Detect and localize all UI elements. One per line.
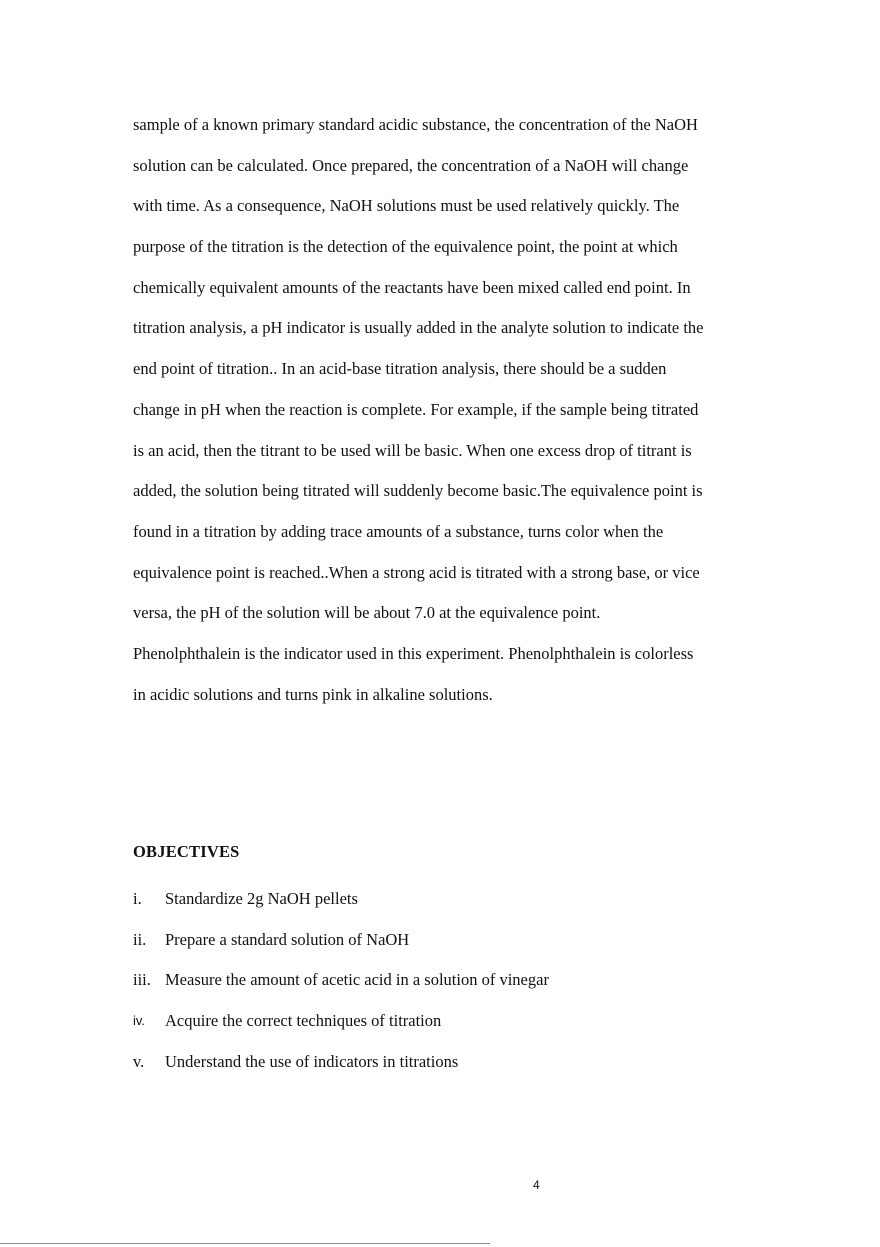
paragraph-line: versa, the pH of the solution will be about 7.0 at the equivalence point.	[133, 603, 601, 623]
objectives-heading: OBJECTIVES	[133, 842, 240, 861]
paragraph-line: is an acid, then the titrant to be used will be basic. When one excess drop of titrant is	[133, 440, 692, 460]
paragraph-line: titration analysis, a pH indicator is usually added in the analyte solution to indicate the	[133, 318, 704, 338]
objective-item	[133, 879, 773, 920]
paragraph-line: solution can be calculated. Once prepared, the concentration of a NaOH will change	[133, 155, 689, 175]
paragraph-line: purpose of the titration is the detection of the equivalence point, the point at which	[133, 237, 678, 257]
paragraph-line: sample of a known primary standard acidic substance, the concentration of the NaOH	[133, 115, 698, 134]
objective-text: Prepare a standard solution of NaOH	[165, 929, 410, 949]
objective-text: Measure the amount of acetic acid in a solution of vinegar	[165, 970, 549, 990]
objective-item	[133, 1042, 773, 1083]
body-paragraph	[133, 105, 773, 715]
objective-item	[133, 1001, 773, 1042]
paragraph-line: found in a titration by adding trace amounts of a substance, turns color when the	[133, 521, 664, 541]
paragraph-line: equivalence point is reached..When a strong acid is titrated with a strong base, or vice	[133, 562, 700, 582]
paragraph-line: Phenolphthalein is the indicator used in this experiment. Phenolphthalein is colorless	[133, 643, 694, 663]
paragraph-line: added, the solution being titrated will suddenly become basic.The equivalence point is	[133, 481, 703, 501]
paragraph-line: change in pH when the reaction is complete. For example, if the sample being titrated	[133, 399, 699, 419]
list-marker: v.	[133, 1051, 145, 1071]
objective-item	[133, 960, 773, 1001]
paragraph-line: end point of titration.. In an acid-base titration analysis, there should be a sudden	[133, 359, 667, 379]
objective-text: Acquire the correct techniques of titration	[165, 1011, 442, 1031]
objectives-list	[133, 879, 773, 1082]
list-marker: i.	[133, 889, 142, 908]
paragraph-line: chemically equivalent amounts of the reactants have been mixed called end point. In	[133, 277, 691, 297]
list-marker: ii.	[133, 929, 147, 949]
paragraph-line: with time. As a consequence, NaOH solutions must be used relatively quickly. The	[133, 196, 680, 216]
objective-text: Standardize 2g NaOH pellets	[165, 889, 358, 908]
footer-divider	[0, 1243, 490, 1244]
list-marker: iv.	[133, 1013, 146, 1029]
list-marker: iii.	[133, 970, 151, 990]
page-number: 4	[533, 1178, 540, 1192]
paragraph-line: in acidic solutions and turns pink in alkaline solutions.	[133, 684, 493, 704]
objective-text: Understand the use of indicators in titrations	[165, 1051, 459, 1071]
objective-item	[133, 920, 773, 961]
